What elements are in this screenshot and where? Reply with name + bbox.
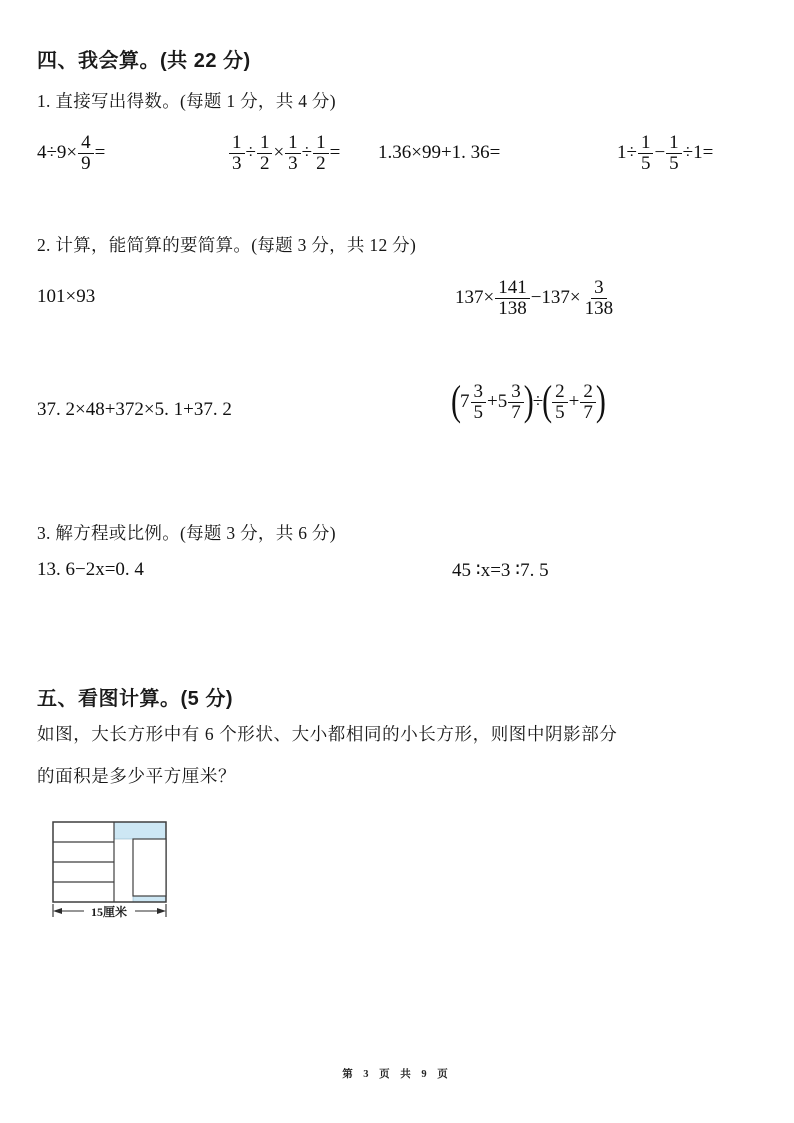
fraction — [582, 278, 617, 319]
fraction-numerator: 1 — [285, 133, 301, 154]
fraction-denominator: 3 — [288, 152, 298, 174]
fraction-denominator: 7 — [583, 401, 593, 423]
fraction — [495, 278, 530, 319]
math-expression-q1-2 — [228, 128, 340, 178]
q2-label: 2. 计算，能简算的要简算。(每题 3 分，共 12 分) — [37, 235, 417, 255]
math-text: 45 ∶x=3 ∶7. 5 — [452, 559, 549, 581]
problem-text-line2: 的面积是多少平方厘米？ — [37, 766, 237, 786]
math-text: 37. 2×48+372×5. 1+37. 2 — [37, 399, 232, 420]
math-expression-q2-3 — [37, 396, 232, 424]
fraction — [638, 133, 654, 174]
page-footer: 第 3 页 共 9 页 — [342, 1069, 452, 1080]
math-text: −137× — [530, 287, 581, 308]
fraction-denominator: 5 — [669, 152, 679, 174]
figure-vertical-rect — [133, 839, 166, 896]
math-text: ÷ — [532, 391, 544, 412]
fraction-numerator: 4 — [78, 133, 94, 154]
fraction-denominator: 5 — [640, 152, 651, 174]
fraction-numerator: 3 — [591, 278, 607, 299]
q3-label: 3. 解方程或比例。(每题 3 分，共 6 分) — [37, 523, 336, 543]
fraction-numerator: 1 — [313, 133, 329, 154]
math-text: ÷1= — [682, 142, 714, 163]
fraction — [666, 133, 682, 174]
math-expression-q3-1 — [37, 556, 144, 584]
math-expression-q1-1 — [37, 128, 105, 178]
figure-rectangle-diagram — [50, 820, 178, 929]
big-paren: ( — [542, 378, 553, 425]
figure-arrow-left — [53, 908, 62, 914]
math-expression-q2-1 — [37, 283, 95, 311]
section5-heading: 五、看图计算。(5 分) — [37, 688, 233, 710]
math-text: = — [329, 142, 341, 163]
problem-text-line1: 如图，大长方形中有 6 个形状、大小都相同的小长方形，则图中阴影部分 — [37, 724, 618, 744]
math-expression-q1-4 — [617, 128, 713, 178]
fraction — [229, 133, 245, 174]
math-text: − — [654, 142, 666, 163]
fraction-denominator: 3 — [232, 152, 242, 174]
fraction-denominator: 2 — [259, 152, 270, 174]
math-text: × — [273, 142, 285, 163]
fraction-numerator: 2 — [552, 382, 568, 403]
fraction — [257, 133, 273, 174]
math-text: ÷ — [301, 142, 313, 163]
math-expression-q2-4 — [452, 372, 605, 432]
figure-shaded-top-right — [114, 822, 166, 839]
math-text: 1÷ — [617, 142, 637, 163]
fraction — [580, 382, 596, 423]
math-text: 1.36×99+1. 36= — [378, 142, 501, 163]
math-expression-q3-2 — [452, 556, 549, 584]
fraction-numerator: 1 — [638, 133, 654, 154]
fraction-numerator: 1 — [257, 133, 273, 154]
q1-label: 1. 直接写出得数。(每题 1 分，共 4 分) — [37, 91, 336, 111]
math-text: 13. 6−2x=0. 4 — [37, 559, 144, 580]
math-text: ÷ — [245, 142, 256, 163]
figure-shaded-bottom-right — [133, 896, 166, 902]
math-text: 137× — [455, 287, 495, 308]
fraction — [508, 382, 524, 423]
figure-horizontal-rects — [53, 822, 114, 902]
fraction-denominator: 5 — [555, 401, 565, 423]
fraction-denominator: 2 — [316, 152, 326, 174]
fraction-numerator: 3 — [471, 382, 487, 403]
big-paren: ( — [451, 378, 461, 425]
math-expression-q1-3 — [378, 128, 500, 178]
fraction — [552, 382, 568, 423]
math-text: = — [94, 142, 106, 163]
section4-heading: 四、我会算。(共 22 分) — [37, 50, 251, 72]
math-expression-q2-2 — [455, 272, 617, 324]
math-text: 101×93 — [37, 286, 96, 307]
figure-arrow-right — [157, 908, 166, 914]
fraction-numerator: 3 — [508, 382, 524, 403]
math-text: +5 — [487, 391, 508, 412]
fraction-numerator: 2 — [580, 382, 596, 403]
fraction — [471, 382, 487, 423]
big-paren: ) — [523, 378, 534, 425]
fraction-denominator: 9 — [81, 152, 91, 174]
fraction-numerator: 1 — [666, 133, 682, 154]
fraction-denominator: 138 — [498, 297, 527, 319]
big-paren: ) — [595, 378, 606, 425]
fraction-numerator: 141 — [495, 278, 530, 299]
figure-svg — [50, 820, 178, 924]
fraction-denominator: 7 — [511, 401, 521, 423]
math-text: + — [568, 391, 580, 412]
fraction — [313, 133, 329, 174]
fraction-denominator: 138 — [584, 297, 614, 319]
math-text: 4÷9× — [37, 142, 78, 163]
figure-dimension-label: 15厘米 — [90, 905, 128, 919]
math-text: 7 — [460, 391, 470, 412]
fraction-numerator: 1 — [229, 133, 245, 154]
fraction — [78, 133, 94, 174]
fraction — [285, 133, 301, 174]
fraction-denominator: 5 — [473, 401, 483, 423]
